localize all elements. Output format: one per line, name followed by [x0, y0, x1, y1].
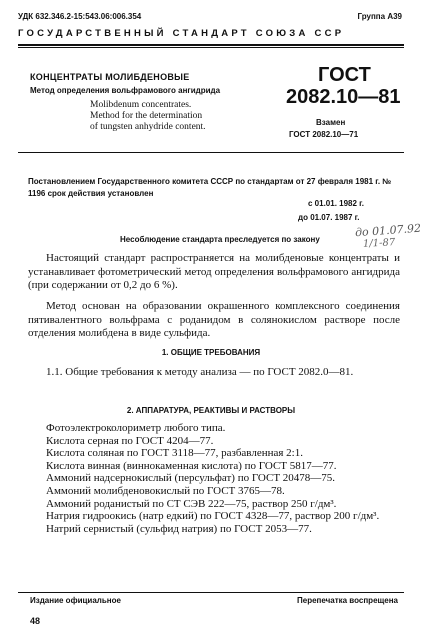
handwritten-extension-note: до 01.07.92: [354, 221, 422, 240]
paragraph-method: Метод основан на образовании окрашенного комплексного соединения пятивалентного вольфрама с роданидом в солянокислом растворе после отделения молибдена в виде сульфида.: [28, 300, 400, 339]
list-item: Аммоний надсернокислый (персульфат) по ГОСТ 20478—75.: [46, 472, 336, 485]
state-standard-header: ГОСУДАРСТВЕННЫЙ СТАНДАРТ СОЮЗА ССР: [18, 28, 345, 39]
footer-rule: [18, 592, 404, 593]
list-item: Кислота серная по ГОСТ 4204—77.: [46, 434, 214, 447]
title-block-rule: [18, 152, 404, 153]
gost-number: 2082.10—81: [286, 86, 401, 108]
gost-label: ГОСТ: [318, 64, 371, 86]
validity-end-date: до 01.07. 1987 г.: [298, 213, 360, 222]
reagents-list: [28, 422, 400, 535]
section-heading-general: 1. ОБЩИЕ ТРЕБОВАНИЯ: [161, 348, 261, 357]
document-title-en: Molibdenum concentrates. Method for the determination of tungsten anhydride content.: [90, 100, 206, 132]
group-code: Группа А39: [357, 12, 402, 21]
handwritten-note: 1/1-87: [362, 237, 396, 250]
official-edition-label: Издание официальное: [30, 596, 121, 605]
reprint-prohibited-label: Перепечатка воспрещена: [297, 596, 398, 605]
list-item: Аммоний молибденовокислый по ГОСТ 3765—78.: [46, 484, 285, 497]
list-item: Аммоний роданистый по СТ СЭВ 222—75, раствор 250 г/дм³.: [46, 497, 337, 510]
section-heading-apparatus: 2. АППАРАТУРА, РЕАКТИВЫ И РАСТВОРЫ: [126, 406, 296, 415]
document-subtitle-ru: Метод определения вольфрамового ангидрида: [30, 86, 221, 95]
validity-start-date: с 01.01. 1982 г.: [308, 199, 364, 208]
page-number: 48: [30, 616, 41, 626]
decree-text: Постановлением Государственного комитета СССР по стандартам от 27 февраля 1981 г. № 1196 срок действия установлен: [28, 177, 392, 198]
header-rule-thick: [18, 44, 404, 46]
list-item: Фотоэлектроколориметр любого типа.: [46, 422, 226, 434]
clause-1-1: 1.1. Общие требования к методу анализа — по ГОСТ 2082.0—81.: [46, 366, 354, 378]
replaces-standard: ГОСТ 2082.10—71: [289, 130, 359, 139]
list-item: Натрий сернистый (сульфид натрия) по ГОСТ 2053—77.: [46, 522, 312, 535]
header-rule-thin: [18, 47, 404, 48]
penalty-notice: Несоблюдение стандарта преследуется по закону: [120, 235, 320, 244]
list-item: Натрия гидроокись (натр едкий) по ГОСТ 4328—77, раствор 200 г/дм³.: [46, 510, 380, 523]
list-item: Кислота винная (виннокаменная кислота) по ГОСТ 5817—77.: [46, 459, 337, 472]
document-title-ru: КОНЦЕНТРАТЫ МОЛИБДЕНОВЫЕ: [30, 72, 190, 82]
udk-code: УДК 632.346.2-15:543.06:006.354: [18, 12, 142, 21]
list-item: Кислота соляная по ГОСТ 3118—77, разбавленная 2:1.: [46, 447, 303, 460]
paragraph-scope: Настоящий стандарт распространяется на молибденовые концентраты и устанавливает фотометрический метод определения вольфрамового ангидрида (при содержании от 0,2 до 6 %).: [28, 252, 400, 291]
replaces-label: Взамен: [316, 118, 346, 127]
